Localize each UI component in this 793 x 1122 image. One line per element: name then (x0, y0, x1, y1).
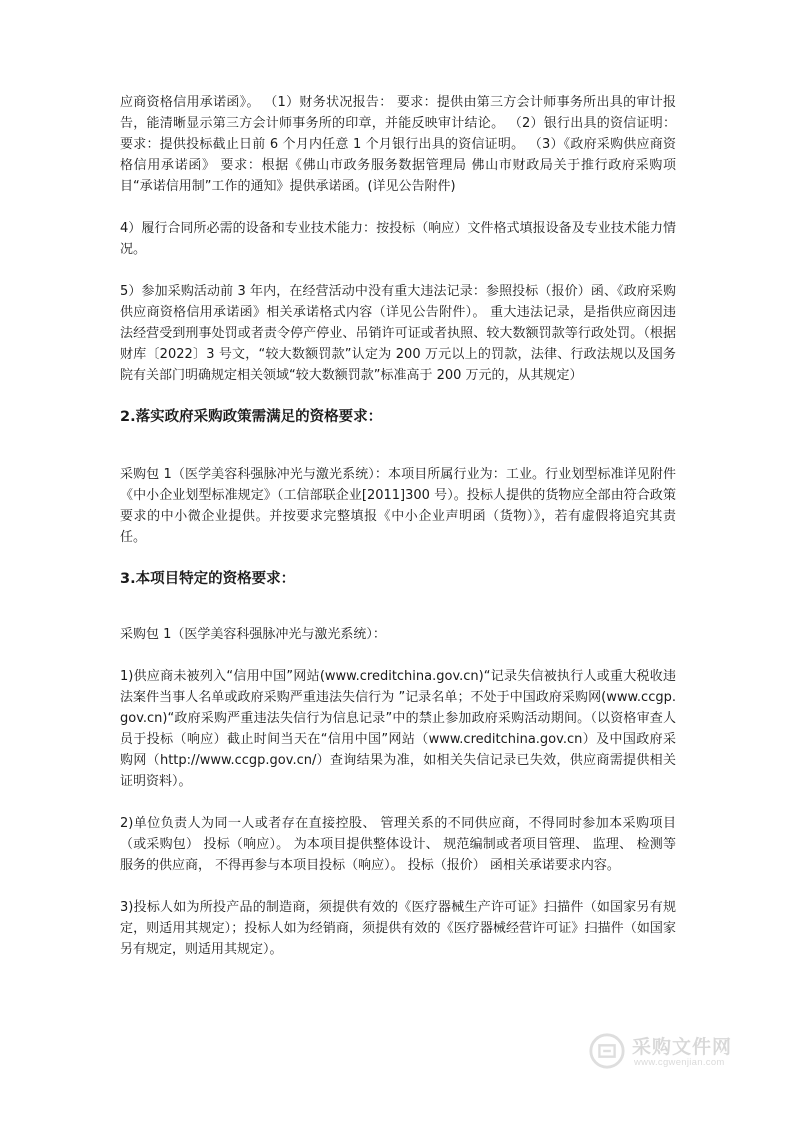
paragraph-equipment-capability: 4）履行合同所必需的设备和专业技术能力：按投标（响应）文件格式填报设备及专业技术能力情况。 (120, 221, 676, 257)
section-heading-specific: 3.本项目特定的资格要求： (120, 571, 296, 587)
watermark-title: 采购文件网 (632, 1036, 733, 1058)
section-heading-policy: 2.落实政府采购政策需满足的资格要求： (120, 409, 383, 425)
watermark-logo-icon (588, 1032, 626, 1070)
paragraph-no-violation-record: 5）参加采购活动前 3 年内，在经营活动中没有重大违法记录：参照投标（报价）函、《政府采购供应商资格信用承诺函》相关承诺格式内容（详见公告附件）。 重大违法记录，是指供应商因违法经营受到刑事处罚或者责令停产停业、吊销许可证或者执照、较大数额罚款等行政处罚。（根据财库〔2022〕3 号文，“较大数额罚款”认定为 200 万元以上的罚款，法律、行政法规以及国务院有关部门明确规定相关领域“较大数额罚款”标准高于 200 万元的，从其规定） (120, 284, 676, 383)
paragraph-sme-policy: 采购包 1（医学美容科强脉冲光与激光系统）：本项目所属行业为：工业。行业划型标准详见附件《中小企业划型标准规定》（工信部联企业[2011]300 号）。投标人提供的货物应全部由符合政策要求的中小微企业提供。并按要求完整填报《中小企业声明函（货物）》，若有虚假将追究其责任。 (120, 467, 676, 545)
paragraph-package-title: 采购包 1（医学美容科强脉冲光与激光系统）： (120, 627, 386, 642)
document-body (120, 92, 676, 960)
paragraph-credit-check: 1)供应商未被列入“信用中国”网站(www.creditchina.gov.cn)“记录失信被执行人或重大税收违法案件当事人名单或政府采购严重违法失信行为 ”记录名单；不处于中国政府采购网(www.ccgp.gov.cn)“政府采购严重违法失信行为信息记录”中的禁止参加政府采购活动期间。（以资格审查人员于投标（响应）截止时间当天在“信用中国”网站（www.creditchina.gov.cn）及中国政府采购网（http://www.ccgp.gov.cn/）查询结果为准，如相关失信记录已失效，供应商需提供相关证明资料）。 (120, 669, 676, 789)
paragraph-affiliation-restriction: 2)单位负责人为同一人或者存在直接控股、 管理关系的不同供应商，不得同时参加本采购项目（或采购包） 投标（响应）。 为本项目提供整体设计、 规范编制或者项目管理、 监理、 检测等服务的供应商， 不得再参与本项目投标（响应）。 投标（报价） 函相关承诺要求内容。 (120, 816, 676, 873)
watermark-url: www.cgwenjian.com (634, 1057, 725, 1068)
paragraph-license-requirement: 3)投标人如为所投产品的制造商，须提供有效的《医疗器械生产许可证》扫描件（如国家另有规定，则适用其规定）；投标人如为经销商，须提供有效的《医疗器械经营许可证》扫描件（如国家另有规定，则适用其规定）。 (120, 900, 676, 957)
paragraph-financial-credit: 应商资格信用承诺函》。 （1）财务状况报告： 要求：提供由第三方会计师事务所出具的审计报告，能清晰显示第三方会计师事务所的印章，并能反映审计结论。 （2）银行出具的资信证明： 要求：提供投标截止日前 6 个月内任意 1 个月银行出具的资信证明。 （3）《政府采购供应商资格信用承诺函》 要求：根据《佛山市政务服务数据管理局 佛山市财政局关于推行政府采购项目“承诺信用制”工作的通知》提供承诺函。(详见公告附件) (120, 95, 676, 194)
watermark (588, 1030, 768, 1072)
